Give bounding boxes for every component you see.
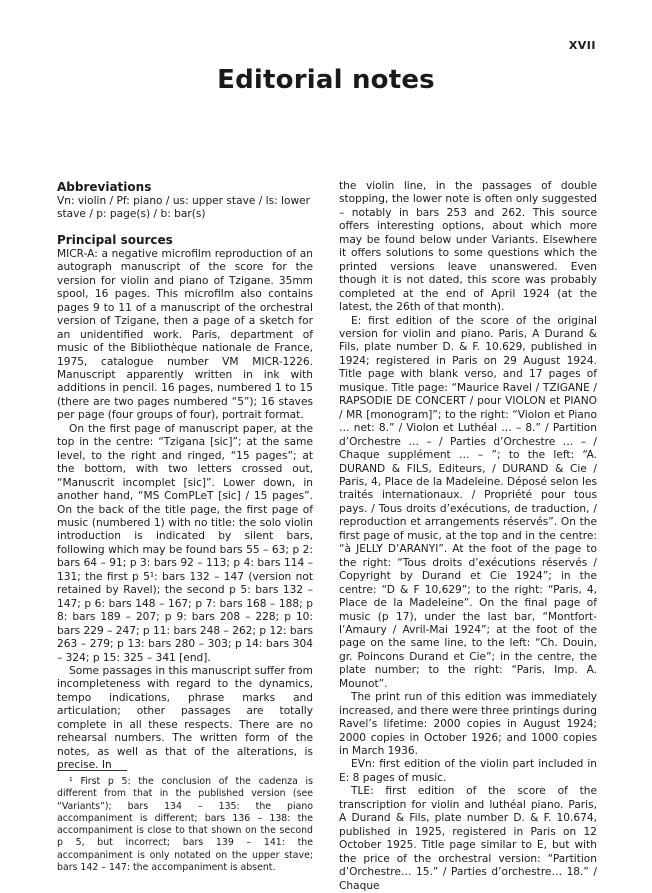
footnote-divider: [57, 770, 127, 771]
footnote-text: ¹ First p 5: the conclusion of the cadenza is different from that in the published version (see “Variants”); bars 134 – 135: the piano accompaniment is different; bars 136 – 138: the accompaniment is close to that shown on the second p 5, but incorrect; bars 139 – 141: the accompaniment is only notated on the upper stave; bars 142 – 147: the accompaniment is absent.: [57, 776, 313, 874]
abbreviations-text: Vn: violin / Pf: piano / us: upper stave / ls: lower stave / p: page(s) / b: bar(s): [57, 195, 311, 221]
abbreviations-heading: Abbreviations: [57, 180, 152, 194]
right-column: [339, 180, 597, 893]
left-column: [57, 180, 313, 773]
source-micr-a-description: On the first page of manuscript paper, at the top in the centre: “Tzigana [sic]”; at the same level, to the right and ringed, “15 pages”; at the bottom, with two letters crossed out, “Manuscrit incomplet [sic]”. Lower down, in another hand, “MS ComPLeT [sic] / 15 pages”. On the back of the title page, the first page of music (numbered 1) with no title: the solo violin introduction is indicated by silent bars, following which may be found bars 55 – 63; p 2: bars 64 – 91; p 3: bars 92 – 113; p 4: bars 114 – 131; the first p 5¹: bars 132 – 147 (version not retained by Ravel); the second p 5: bars 132 – 147; p 6: bars 148 – 167; p 7: bars 168 – 188; p 8: bars 189 – 207; p 9: bars 208 – 228; p 10: bars 229 – 247; p 11: bars 248 – 262; p 12: bars 263 – 279; p 13: bars 280 – 303; p 14: bars 304 – 324; p 15: 325 – 341 [end].: [57, 422, 313, 664]
source-micr-a-continued: the violin line, in the passages of double stopping, the lower note is often only suggested – notably in bars 253 and 262. This source offers interesting options, about which more may be found below under Variants. Elsewhere it offers solutions to some questions which the printed versions leave unanswered. Even though it is not dated, this score was probably completed at the end of April 1924 (at the latest, the 26th of that month).: [339, 180, 597, 314]
source-e: E: first edition of the score of the original version for violin and piano. Paris, A Durand & Fils, plate number D. & F. 10.629, published in 1924; registered in Paris on 29 August 1924. Title page with blank verso, and 17 pages of musique. Title page: “Maurice Ravel / TZIGANE / RAPSODIE DE CONCERT / pour VIOLON et PIANO / MR [monogram]”; to the right: “Violon et Piano … net: 8.” / Violon et Luthéal … – 8.” / Partition d’Orchestre … – / Parties d’Orchestre … – / Chaque supplément … – ”; to the left: “A. DURAND & FILS, Editeurs, / DURAND & Cie / Paris, 4, Place de la Madeleine. Déposé selon les traités internationaux. / Propriété pour tous pays. / Tous droits d’exécutions, de traduction, / reproduction et arrangements réservés”. On the first page of music, at the top and in the centre: “à JELLY D’ARANYI”. At the foot of the page to the right: “Tous droits d’exécutions réservés / Copyright by Durand et Cie 1924”; in the centre: “D & F 10,629”; to the right: “Paris, 4, Place de la Madeleine”. On the final page of music (p 17), under the last bar, “Montfort-l’Amaury / Avril-Mai 1924”; at the foot of the page on the same line, to the left: “Ch. Douin, gr. Poincons Durand et Cie”; in the centre, the plate number; to the right: “Paris, Imp. A. Mounot”.: [339, 314, 597, 690]
source-e-print-run: The print run of this edition was immediately increased, and there were three printings during Ravel’s lifetime: 2000 copies in August 1924; 2000 copies in October 1926; and 1000 copies in March 1936.: [339, 691, 597, 758]
principal-sources-heading: Principal sources: [57, 232, 173, 247]
source-tle: TLE: first edition of the score of the transcription for violin and luthéal piano. Paris, A Durand & Fils, plate number D. & F. 10.674, published in 1925, registered in Paris on 12 October 1925. Title page similar to E, but with the price of the orchestral version: “Partition d’Orchestre… 15.” / Parties d’orchestre… 18.” / Chaque: [339, 785, 597, 892]
source-micr-a-notes: Some passages in this manuscript suffer from incompleteness with regard to the dynamics, tempo indications, phrase marks and articulation; other passages are totally complete in all these respects. There are no rehearsal numbers. The written form of the notes, as well as that of the alterations, is precise. In: [57, 664, 313, 772]
page-number: XVII: [568, 39, 596, 52]
source-evn: EVn: first edition of the violin part included in E: 8 pages of music.: [339, 758, 597, 784]
source-micr-a: MICR-A: a negative microfilm reproduction of an autograph manuscript of the score for the version for violin and piano of Tzigane. 35mm spool, 16 pages. This microfilm also contains pages 9 to 11 of a manuscript of the orchestral version of Tzigane, then a page of a sketch for an unidentified work. Paris, department of music of the Bibliothèque nationale de France, 1975, catalogue number VM MICR-1226. Manuscript apparently written in ink with additions in pencil. 16 pages, numbered 1 to 15 (there are two pages numbered “5”); 16 staves per page (four groups of four), portrait format.: [57, 247, 313, 422]
footnote: [57, 776, 313, 874]
page-title: Editorial notes: [217, 65, 435, 95]
